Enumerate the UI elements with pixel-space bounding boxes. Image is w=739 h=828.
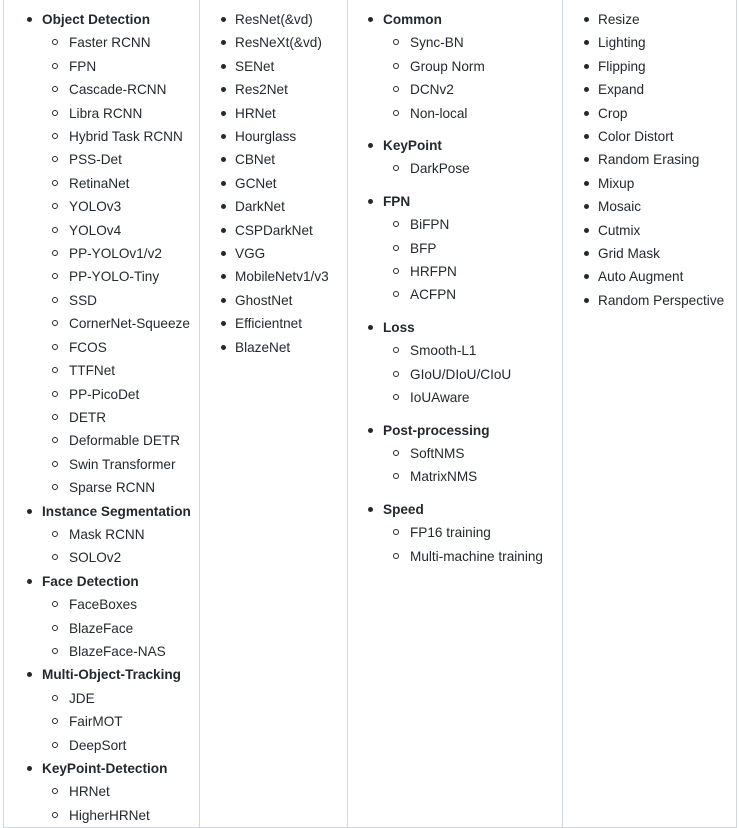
list-item: Flipping (563, 55, 736, 78)
column-architectures (4, 0, 200, 828)
list-item: Crop (563, 102, 736, 125)
group-title: Post-processing (383, 422, 490, 438)
group-title: Speed (383, 501, 424, 517)
column-backbones (200, 0, 348, 828)
list-item: Sparse RCNN (42, 476, 199, 499)
list-item: Sync-BN (383, 31, 562, 54)
list-item: Multi-machine training (383, 545, 562, 568)
group-item (4, 757, 199, 827)
sub-list (42, 687, 199, 757)
list-item: FP16 training (383, 521, 562, 544)
sub-list (42, 593, 199, 663)
sub-list (42, 523, 199, 570)
group-item (348, 190, 562, 307)
list-item: CSPDarkNet (200, 219, 347, 242)
sub-list (383, 521, 562, 568)
list-item: HRNet (200, 102, 347, 125)
item-list (200, 0, 347, 359)
list-item: JDE (42, 687, 199, 710)
list-item: Swin Transformer (42, 453, 199, 476)
sub-list (383, 31, 562, 125)
group-title: Loss (383, 319, 415, 335)
list-item: PP-PicoDet (42, 383, 199, 406)
list-item: PP-YOLO-Tiny (42, 265, 199, 288)
list-item: ACFPN (383, 283, 562, 306)
group-item (348, 316, 562, 410)
feature-table (3, 0, 737, 828)
list-item: BlazeFace (42, 617, 199, 640)
group-item (348, 419, 562, 489)
list-item: Hybrid Task RCNN (42, 125, 199, 148)
list-item: Color Distort (563, 125, 736, 148)
list-item: BlazeFace-NAS (42, 640, 199, 663)
list-item: Random Perspective (563, 289, 736, 312)
group-title: KeyPoint-Detection (42, 761, 168, 776)
list-item: Hourglass (200, 125, 347, 148)
list-item: HRFPN (383, 260, 562, 283)
group-list (4, 0, 199, 827)
list-item: GhostNet (200, 289, 347, 312)
list-item: FaceBoxes (42, 593, 199, 616)
list-item: Lighting (563, 31, 736, 54)
group-title: Face Detection (42, 573, 139, 589)
sub-list (42, 31, 199, 499)
group-item (348, 498, 562, 568)
list-item: Faster RCNN (42, 31, 199, 54)
list-item: PP-YOLOv1/v2 (42, 242, 199, 265)
list-item: Group Norm (383, 55, 562, 78)
list-item: BlazeNet (200, 336, 347, 359)
list-item: Grid Mask (563, 242, 736, 265)
list-item: SENet (200, 55, 347, 78)
list-item: ResNet(&vd) (200, 8, 347, 31)
group-title: Common (383, 12, 442, 27)
sub-list (383, 213, 562, 307)
group-item (4, 500, 199, 570)
list-item: DeepSort (42, 734, 199, 757)
group-item (4, 8, 199, 500)
group-item (348, 8, 562, 125)
sub-list (383, 157, 562, 180)
list-item: DCNv2 (383, 78, 562, 101)
list-item: Libra RCNN (42, 102, 199, 125)
list-item: DarkPose (383, 157, 562, 180)
list-item: Mosaic (563, 195, 736, 218)
list-item: Efficientnet (200, 312, 347, 335)
list-item: DETR (42, 406, 199, 429)
list-item: Smooth-L1 (383, 339, 562, 362)
sub-list (383, 339, 562, 409)
list-item: Auto Augment (563, 265, 736, 288)
list-item: HRNet (42, 780, 199, 803)
list-item: Mixup (563, 172, 736, 195)
group-item (4, 663, 199, 757)
list-item: CornerNet-Squeeze (42, 312, 199, 335)
column-components (348, 0, 563, 828)
list-item: Random Erasing (563, 148, 736, 171)
list-item: FairMOT (42, 710, 199, 733)
list-item: VGG (200, 242, 347, 265)
list-item: SSD (42, 289, 199, 312)
group-item (4, 570, 199, 664)
list-item: FPN (42, 55, 199, 78)
list-item: GCNet (200, 172, 347, 195)
list-item: BFP (383, 237, 562, 260)
group-title: KeyPoint (383, 138, 442, 154)
item-list (563, 0, 736, 312)
list-item: PSS-Det (42, 148, 199, 171)
list-item: Expand (563, 78, 736, 101)
group-title: FPN (383, 193, 411, 209)
list-item: CBNet (200, 148, 347, 171)
list-item: Deformable DETR (42, 429, 199, 452)
list-item: BiFPN (383, 213, 562, 236)
list-item: FCOS (42, 336, 199, 359)
list-item: SOLOv2 (42, 546, 199, 569)
list-item: Resize (563, 8, 736, 31)
list-item: DarkNet (200, 195, 347, 218)
list-item: SoftNMS (383, 442, 562, 465)
group-list (348, 0, 562, 568)
list-item: GIoU/DIoU/CIoU (383, 363, 562, 386)
list-item: MatrixNMS (383, 465, 562, 488)
group-title: Instance Segmentation (42, 503, 191, 519)
column-augmentation (563, 0, 737, 828)
group-title: Object Detection (42, 12, 151, 27)
list-item: HigherHRNet (42, 804, 199, 827)
list-item: YOLOv4 (42, 219, 199, 242)
list-item: MobileNetv1/v3 (200, 265, 347, 288)
sub-list (383, 442, 562, 489)
list-item: TTFNet (42, 359, 199, 382)
group-item (348, 134, 562, 181)
list-item: Non-local (383, 102, 562, 125)
list-item: IoUAware (383, 386, 562, 409)
list-item: RetinaNet (42, 172, 199, 195)
list-item: Cascade-RCNN (42, 78, 199, 101)
list-item: Res2Net (200, 78, 347, 101)
list-item: Mask RCNN (42, 523, 199, 546)
list-item: ResNeXt(&vd) (200, 31, 347, 54)
sub-list (42, 780, 199, 827)
list-item: YOLOv3 (42, 195, 199, 218)
list-item: Cutmix (563, 219, 736, 242)
group-title: Multi-Object-Tracking (42, 667, 181, 683)
